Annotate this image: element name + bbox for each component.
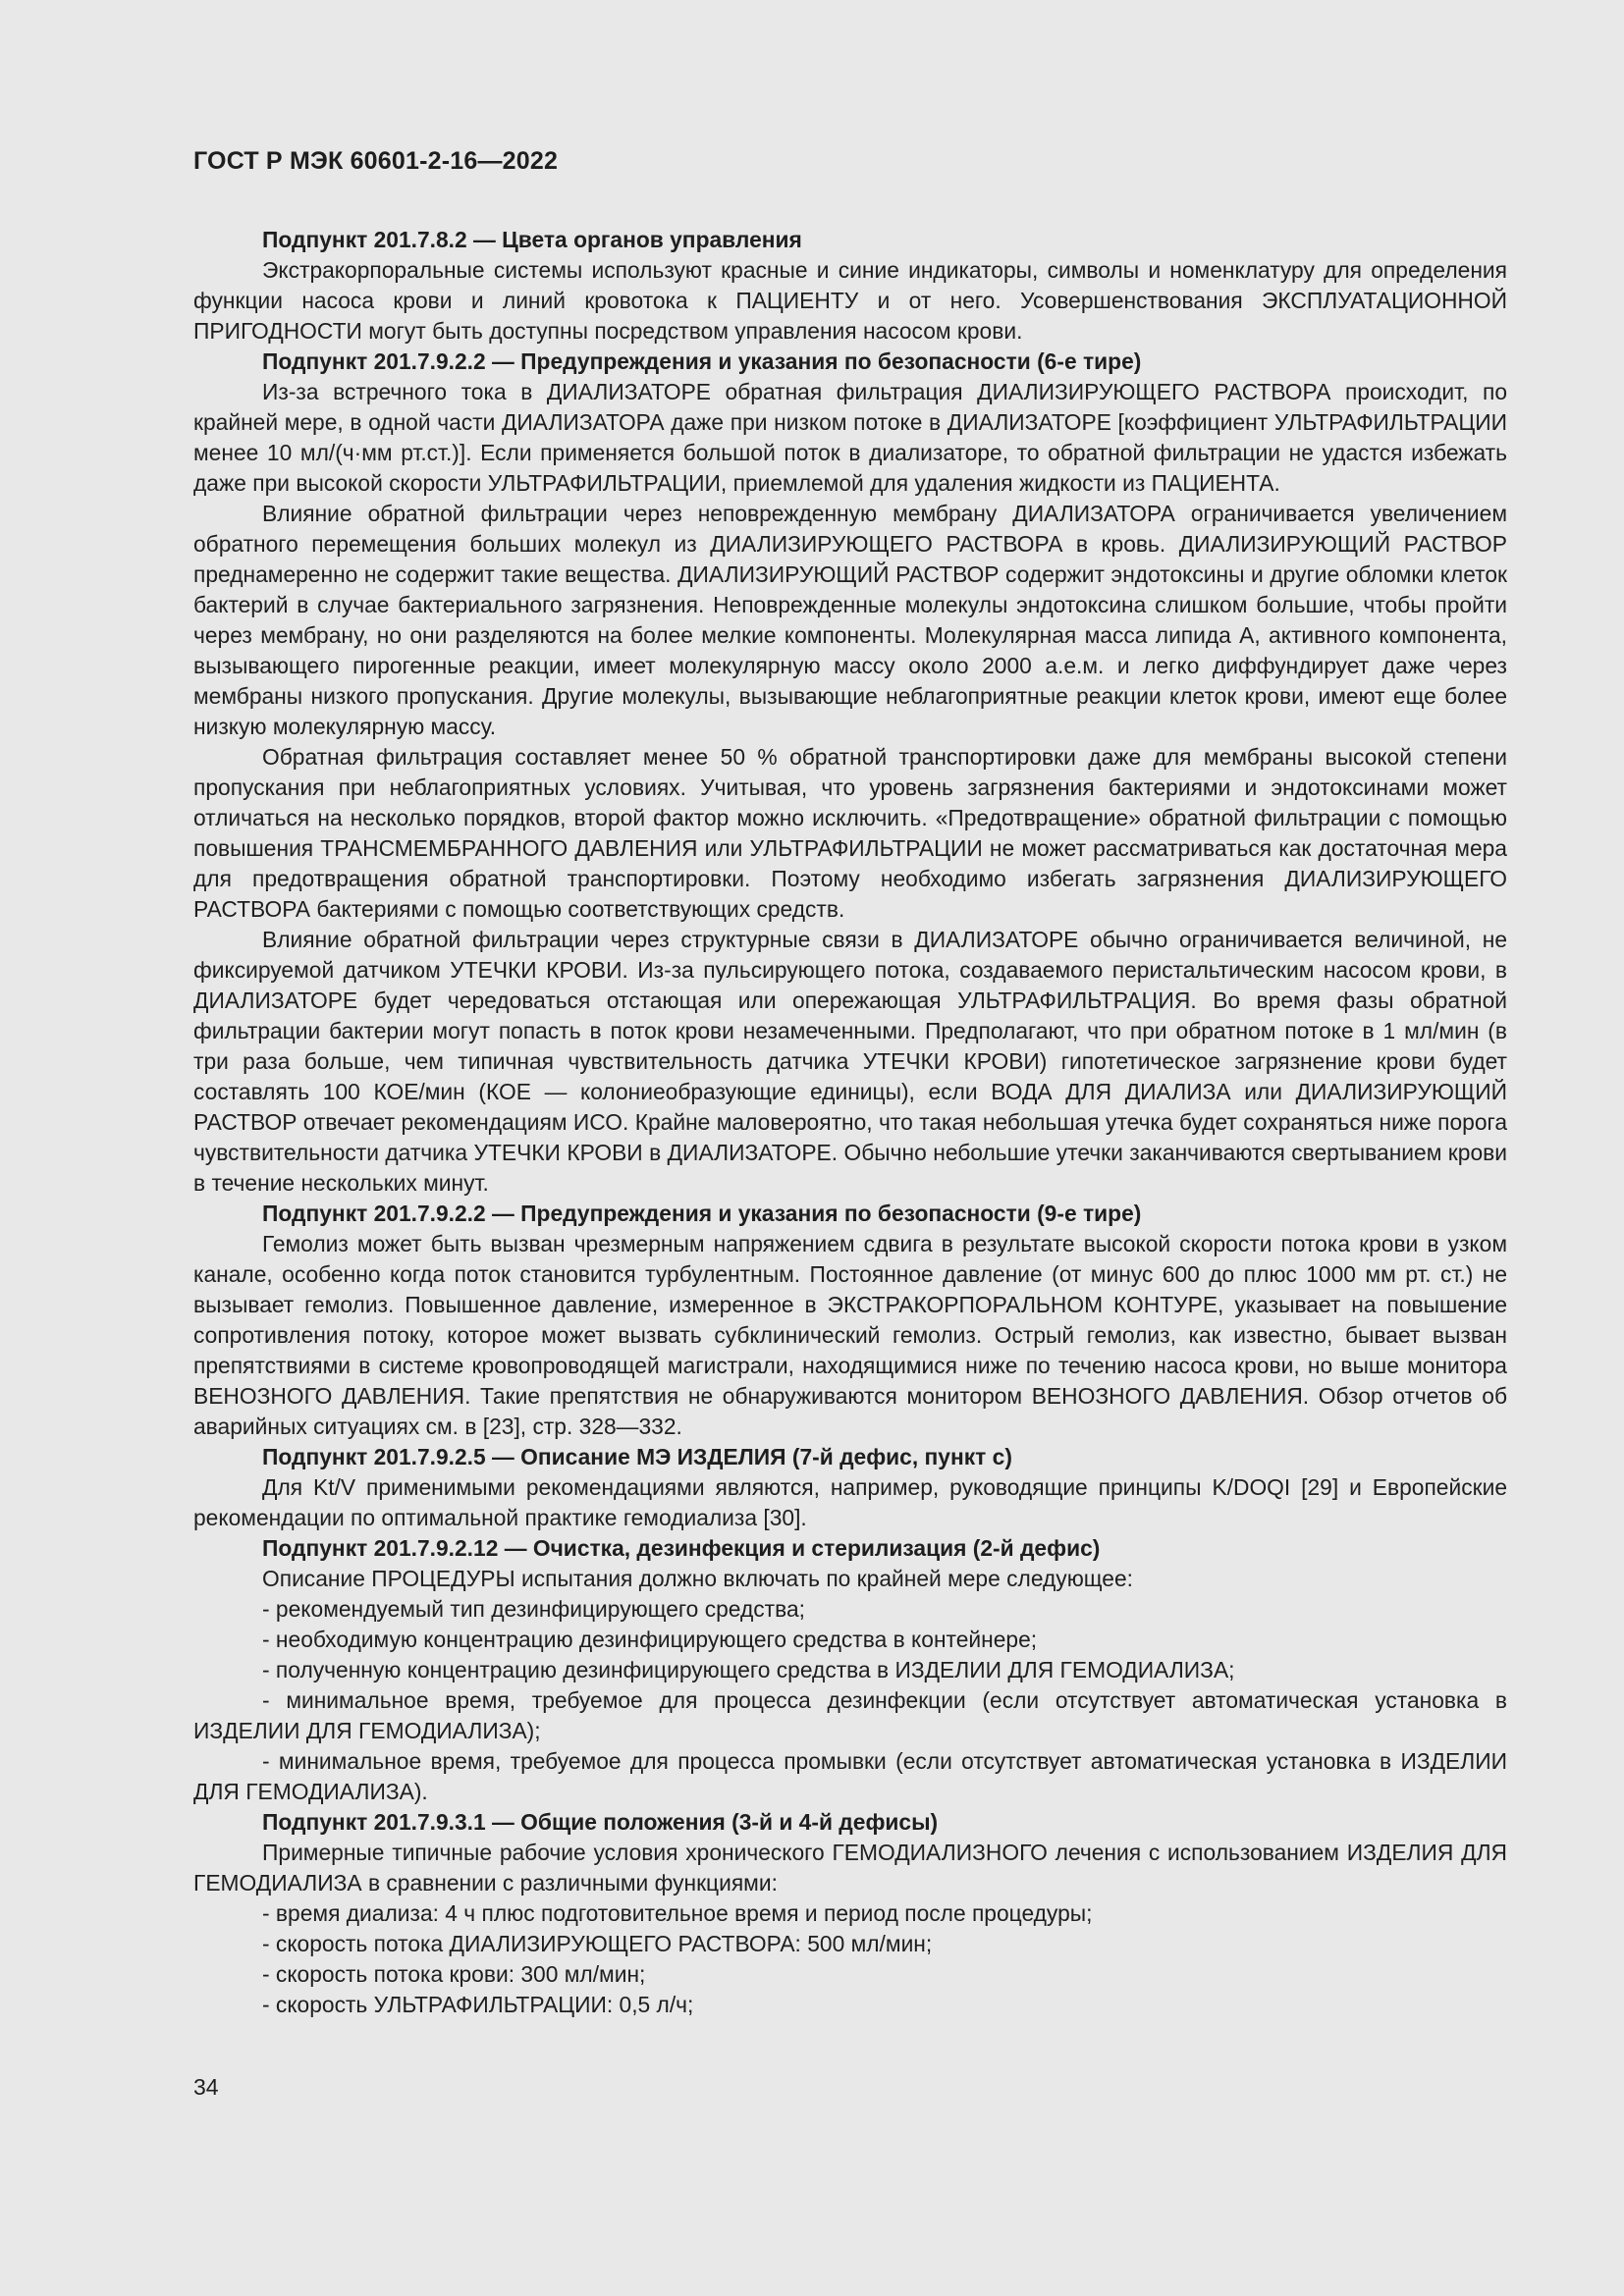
- section-heading: Подпункт 201.7.9.3.1 — Общие положения (3-й и 4-й дефисы): [262, 1809, 939, 1835]
- list-item: - скорость УЛЬТРАФИЛЬТРАЦИИ: 0,5 л/ч;: [262, 1992, 694, 2017]
- paragraph: Из-за встречного тока в ДИАЛИЗАТОРЕ обратная фильтрация ДИАЛИЗИРУЮЩЕГО РАСТВОРА происходит, по крайней мере, в одной части ДИАЛИЗАТОРА даже при низком потоке в ДИАЛИЗАТОРЕ [коэффициент УЛЬТРАФИЛЬТРАЦИИ менее 10 мл/(ч·мм рт.ст.)]. Если применяется большой поток в диализаторе, то обратной фильтрации не удастся избежать даже при высокой скорости УЛЬТРАФИЛЬТРАЦИИ, приемлемой для удаления жидкости из ПАЦИЕНТА.: [193, 379, 1507, 496]
- list-item: - рекомендуемый тип дезинфицирующего средства;: [262, 1596, 805, 1622]
- document-header: ГОСТ Р МЭК 60601-2-16—2022: [193, 147, 559, 175]
- list-item: - минимальное время, требуемое для процесса промывки (если отсутствует автоматическая установка в ИЗДЕЛИИ ДЛЯ ГЕМОДИАЛИЗА).: [193, 1748, 1507, 1804]
- list-item: - скорость потока крови: 300 мл/мин;: [262, 1961, 646, 1987]
- paragraph: Обратная фильтрация составляет менее 50 % обратной транспортировки даже для мембраны высокой степени пропускания при неблагоприятных условиях. Учитывая, что уровень загрязнения бактериями и эндотоксинами может отличаться на несколько порядков, второй фактор можно исключить. «Предотвращение» обратной фильтрации с помощью повышения ТРАНСМЕМБРАННОГО ДАВЛЕНИЯ или УЛЬТРАФИЛЬТРАЦИИ не может рассматриваться как достаточная мера для предотвращения обратной транспортировки. Поэтому необходимо избегать загрязнения ДИАЛИЗИРУЮЩЕГО РАСТВОРА бактериями с помощью соответствующих средств.: [193, 744, 1507, 922]
- paragraph: Влияние обратной фильтрации через неповрежденную мембрану ДИАЛИЗАТОРА ограничивается увеличением обратного перемещения больших молекул из ДИАЛИЗИРУЮЩЕГО РАСТВОРА в кровь. ДИАЛИЗИРУЮЩИЙ РАСТВОР преднамеренно не содержит такие вещества. ДИАЛИЗИРУЮЩИЙ РАСТВОР содержит эндотоксины и другие обломки клеток бактерий в случае бактериального загрязнения. Неповрежденные молекулы эндотоксина слишком большие, чтобы пройти через мембрану, но они разделяются на более мелкие компоненты. Молекулярная масса липида А, активного компонента, вызывающего пирогенные реакции, имеет молекулярную массу около 2000 а.е.м. и легко диффундирует даже через мембраны низкого пропускания. Другие молекулы, вызывающие неблагоприятные реакции клеток крови, имеют еще более низкую молекулярную массу.: [193, 501, 1507, 739]
- paragraph: Описание ПРОЦЕДУРЫ испытания должно включать по крайней мере следующее:: [262, 1566, 1133, 1591]
- paragraph: Экстракорпоральные системы используют красные и синие индикаторы, символы и номенклатуру для определения функции насоса крови и линий кровотока к ПАЦИЕНТУ и от него. Усовершенствования ЭКСПЛУАТАЦИОННОЙ ПРИГОДНОСТИ могут быть доступны посредством управления насосом крови.: [193, 257, 1507, 344]
- document-body: [193, 225, 1507, 2020]
- paragraph: Примерные типичные рабочие условия хронического ГЕМОДИАЛИЗНОГО лечения с использованием ИЗДЕЛИЯ ДЛЯ ГЕМОДИАЛИЗА в сравнении с различными функциями:: [193, 1840, 1507, 1896]
- paragraph: Для Kt/V применимыми рекомендациями являются, например, руководящие принципы K/DOQI [29] и Европейские рекомендации по оптимальной практике гемодиализа [30].: [193, 1474, 1507, 1530]
- list-item: - время диализа: 4 ч плюс подготовительное время и период после процедуры;: [262, 1900, 1093, 1926]
- section-heading: Подпункт 201.7.9.2.12 — Очистка, дезинфекция и стерилизация (2-й дефис): [262, 1535, 1101, 1561]
- section-heading: Подпункт 201.7.8.2 — Цвета органов управления: [262, 227, 802, 252]
- page-number: 34: [193, 2074, 219, 2100]
- section-heading: Подпункт 201.7.9.2.2 — Предупреждения и указания по безопасности (6-е тире): [262, 348, 1142, 374]
- section-heading: Подпункт 201.7.9.2.2 — Предупреждения и указания по безопасности (9-е тире): [262, 1201, 1142, 1226]
- list-item: - полученную концентрацию дезинфицирующего средства в ИЗДЕЛИИ ДЛЯ ГЕМОДИАЛИЗА;: [262, 1657, 1235, 1682]
- list-item: - минимальное время, требуемое для процесса дезинфекции (если отсутствует автоматическая установка в ИЗДЕЛИИ ДЛЯ ГЕМОДИАЛИЗА);: [193, 1687, 1507, 1743]
- list-item: - скорость потока ДИАЛИЗИРУЮЩЕГО РАСТВОРА: 500 мл/мин;: [262, 1931, 933, 1956]
- section-heading: Подпункт 201.7.9.2.5 — Описание МЭ ИЗДЕЛИЯ (7-й дефис, пункт с): [262, 1444, 1012, 1469]
- paragraph: Гемолиз может быть вызван чрезмерным напряжением сдвига в результате высокой скорости потока крови в узком канале, особенно когда поток становится турбулентным. Постоянное давление (от минус 600 до плюс 1000 мм рт. ст.) не вызывает гемолиз. Повышенное давление, измеренное в ЭКСТРАКОРПОРАЛЬНОМ КОНТУРЕ, указывает на повышение сопротивления потоку, которое может вызвать субклинический гемолиз. Острый гемолиз, как известно, бывает вызван препятствиями в системе кровопроводящей магистрали, находящимися ниже по течению насоса крови, но выше монитора ВЕНОЗНОГО ДАВЛЕНИЯ. Такие препятствия не обнаруживаются монитором ВЕНОЗНОГО ДАВЛЕНИЯ. Обзор отчетов об аварийных ситуациях см. в [23], стр. 328—332.: [193, 1231, 1507, 1439]
- list-item: - необходимую концентрацию дезинфицирующего средства в контейнере;: [262, 1627, 1038, 1652]
- paragraph: Влияние обратной фильтрации через структурные связи в ДИАЛИЗАТОРЕ обычно ограничивается величиной, не фиксируемой датчиком УТЕЧКИ КРОВИ. Из-за пульсирующего потока, создаваемого перистальтическим насосом крови, в ДИАЛИЗАТОРЕ будет чередоваться отстающая или опережающая УЛЬТРАФИЛЬТРАЦИЯ. Во время фазы обратной фильтрации бактерии могут попасть в поток крови незамеченными. Предполагают, что при обратном потоке в 1 мл/мин (в три раза больше, чем типичная чувствительность датчика УТЕЧКИ КРОВИ) гипотетическое загрязнение крови будет составлять 100 КОЕ/мин (КОЕ — колониеобразующие единицы), если ВОДА ДЛЯ ДИАЛИЗА или ДИАЛИЗИРУЮЩИЙ РАСТВОР отвечает рекомендациям ИСО. Крайне маловероятно, что такая небольшая утечка будет сохраняться ниже порога чувствительности датчика УТЕЧКИ КРОВИ в ДИАЛИЗАТОРЕ. Обычно небольшие утечки заканчиваются свертыванием крови в течение нескольких минут.: [193, 927, 1507, 1196]
